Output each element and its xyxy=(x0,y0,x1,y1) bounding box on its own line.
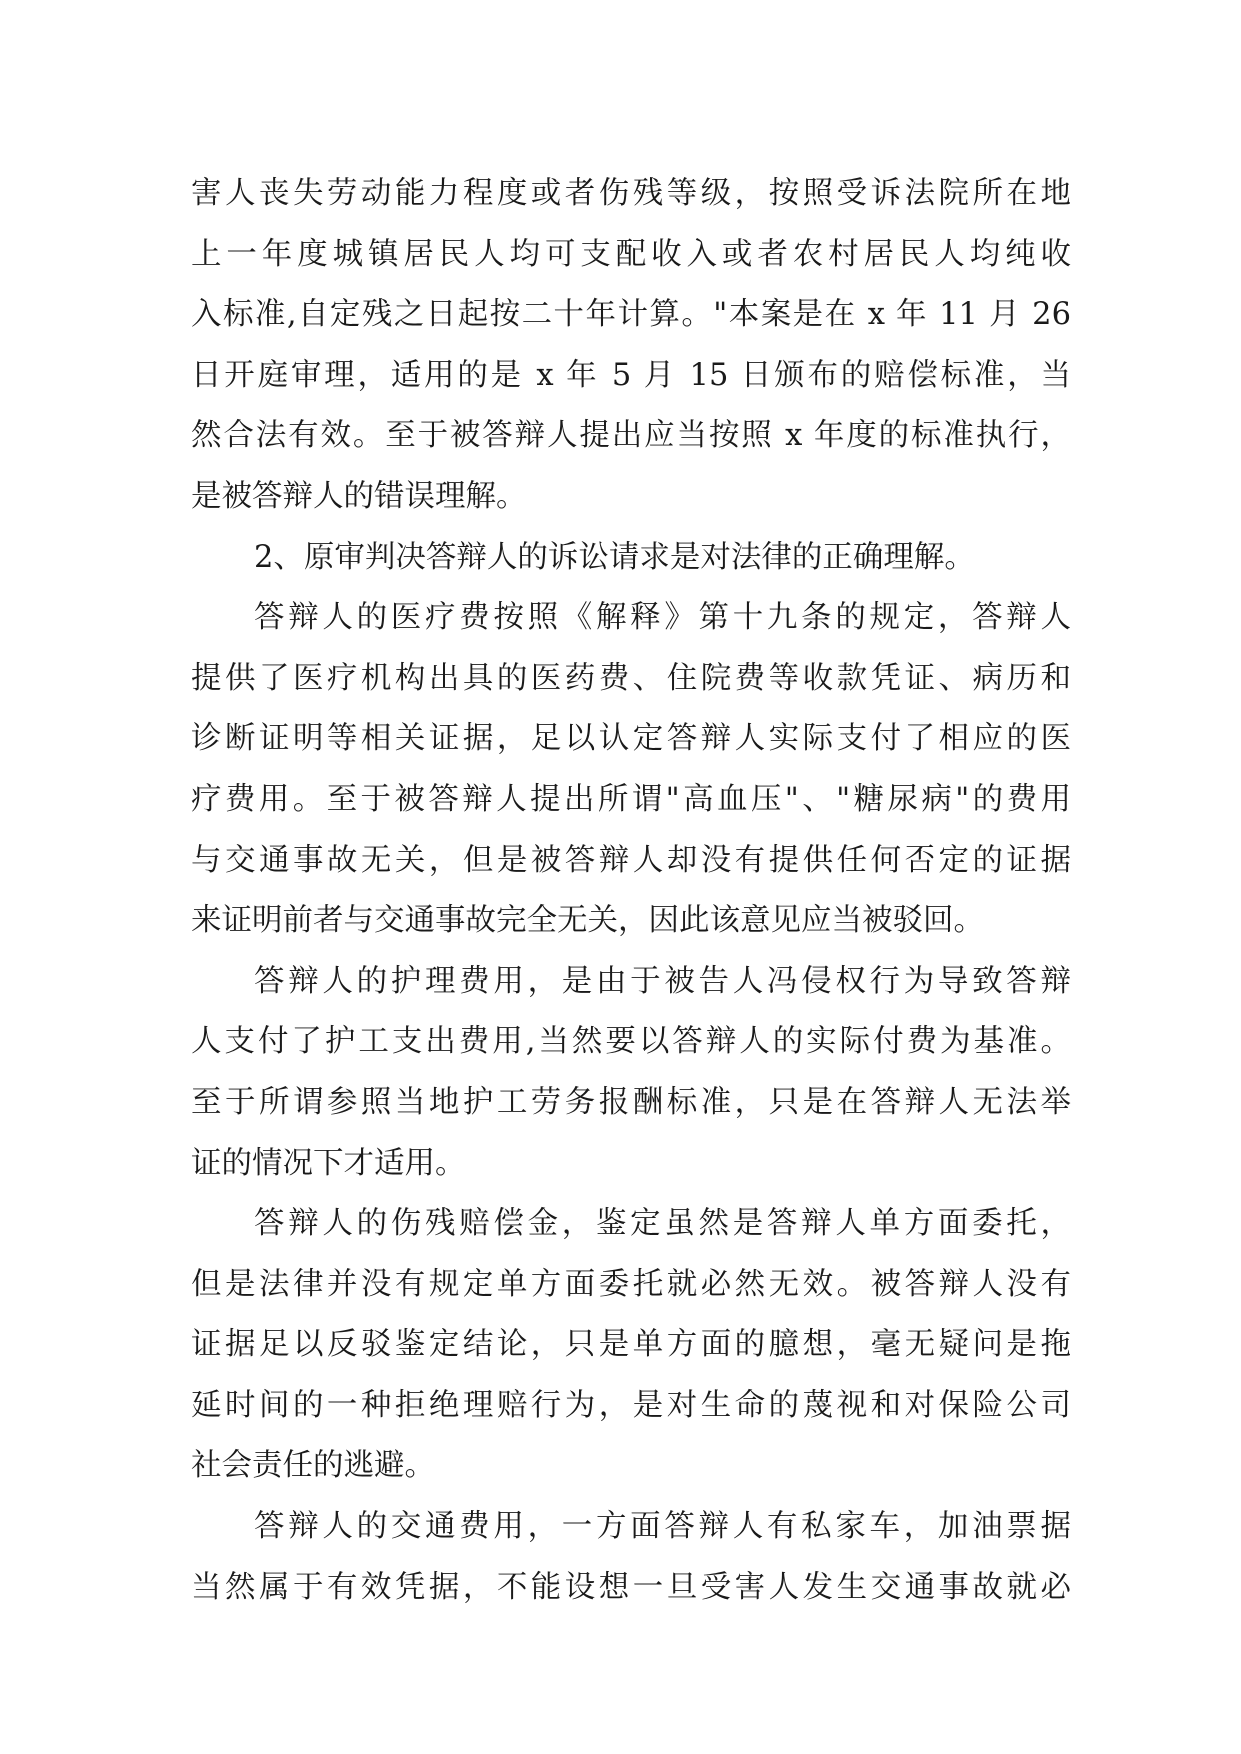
text-line: 与交通事故无关，但是被答辩人却没有提供任何否定的证据 xyxy=(191,842,1071,878)
text-line: 诊断证明等相关证据，足以认定答辩人实际支付了相应的医 xyxy=(191,721,1071,757)
text-line: 疗费用。至于被答辩人提出所谓"高血压"、"糖尿病"的费用 xyxy=(191,781,1071,817)
text-line: 但是法律并没有规定单方面委托就必然无效。被答辩人没有 xyxy=(191,1266,1071,1302)
text-line: 然合法有效。至于被答辩人提出应当按照 x 年度的标准执行， xyxy=(191,418,1071,454)
text-line: 社会责任的逃避。 xyxy=(191,1448,435,1484)
body-text xyxy=(191,164,1071,1618)
text-line: 入标准,自定残之日起按二十年计算。"本案是在 x 年 11 月 26 xyxy=(191,297,1071,333)
text-line: 害人丧失劳动能力程度或者伤残等级，按照受诉法院所在地 xyxy=(191,176,1071,211)
text-line: 答辩人的交通费用，一方面答辩人有私家车，加油票据 xyxy=(254,1509,1071,1545)
text-line: 延时间的一种拒绝理赔行为，是对生命的蔑视和对保险公司 xyxy=(191,1387,1071,1423)
text-line: 答辩人的伤残赔偿金，鉴定虽然是答辩人单方面委托， xyxy=(254,1206,1071,1242)
text-line: 上一年度城镇居民人均可支配收入或者农村居民人均纯收 xyxy=(191,236,1071,272)
text-line: 日开庭审理，适用的是 x 年 5 月 15 日颁布的赔偿标准，当 xyxy=(191,357,1071,393)
text-line: 2、原审判决答辩人的诉讼请求是对法律的正确理解。 xyxy=(254,539,975,575)
text-line: 答辩人的护理费用，是由于被告人冯侵权行为导致答辩 xyxy=(254,963,1071,999)
text-line: 来证明前者与交通事故完全无关，因此该意见应当被驳回。 xyxy=(191,903,984,939)
text-line: 提供了医疗机构出具的医药费、住院费等收款凭证、病历和 xyxy=(191,660,1071,696)
text-line: 是被答辩人的错误理解。 xyxy=(191,478,527,514)
text-line: 至于所谓参照当地护工劳务报酬标准，只是在答辩人无法举 xyxy=(191,1084,1071,1120)
text-line: 证据足以反驳鉴定结论，只是单方面的臆想，毫无疑问是拖 xyxy=(191,1327,1071,1363)
text-line: 答辩人的医疗费按照《解释》第十九条的规定，答辩人 xyxy=(254,600,1071,636)
text-line: 当然属于有效凭据，不能设想一旦受害人发生交通事故就必 xyxy=(191,1569,1071,1605)
text-line: 人支付了护工支出费用,当然要以答辩人的实际付费为基准。 xyxy=(191,1024,1071,1060)
text-line: 证的情况下才适用。 xyxy=(191,1145,466,1181)
